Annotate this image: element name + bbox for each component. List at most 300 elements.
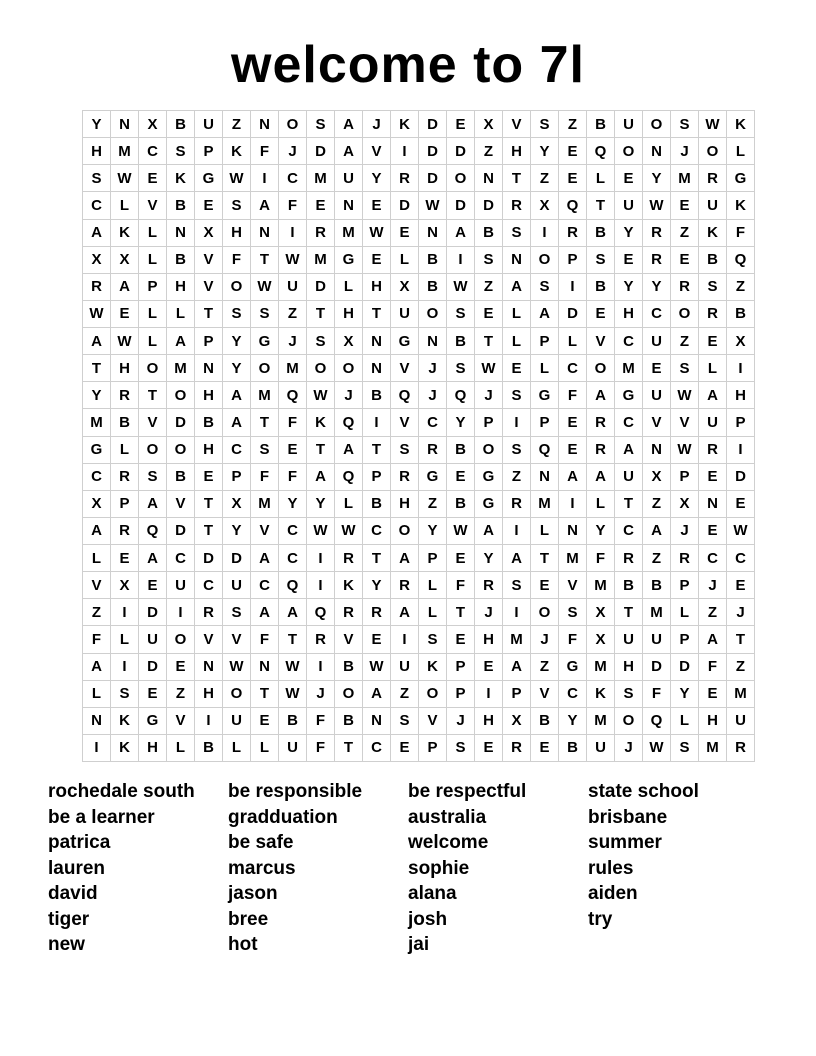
grid-cell: T bbox=[615, 490, 643, 517]
grid-cell: Q bbox=[587, 138, 615, 165]
grid-cell: E bbox=[139, 572, 167, 599]
grid-cell: I bbox=[83, 734, 111, 761]
grid-cell: R bbox=[503, 734, 531, 761]
grid-cell: V bbox=[139, 409, 167, 436]
grid-cell: O bbox=[475, 436, 503, 463]
grid-cell: N bbox=[503, 246, 531, 273]
grid-cell: O bbox=[615, 138, 643, 165]
grid-cell: W bbox=[279, 653, 307, 680]
grid-cell: Z bbox=[643, 545, 671, 572]
grid-cell: W bbox=[363, 653, 391, 680]
grid-cell: F bbox=[251, 626, 279, 653]
grid-cell: M bbox=[111, 138, 139, 165]
grid-cell: P bbox=[503, 680, 531, 707]
grid-cell: M bbox=[279, 355, 307, 382]
grid-row bbox=[83, 707, 755, 734]
grid-cell: F bbox=[251, 138, 279, 165]
grid-cell: L bbox=[531, 517, 559, 544]
grid-cell: B bbox=[167, 111, 195, 138]
grid-cell: U bbox=[195, 111, 223, 138]
word-list-column bbox=[228, 779, 408, 958]
grid-row bbox=[83, 680, 755, 707]
grid-cell: T bbox=[251, 409, 279, 436]
grid-cell: C bbox=[363, 734, 391, 761]
grid-cell: H bbox=[391, 490, 419, 517]
grid-cell: I bbox=[111, 653, 139, 680]
grid-cell: W bbox=[643, 192, 671, 219]
grid-cell: S bbox=[139, 463, 167, 490]
grid-cell: V bbox=[223, 626, 251, 653]
grid-cell: W bbox=[223, 165, 251, 192]
grid-cell: Y bbox=[615, 273, 643, 300]
grid-cell: D bbox=[307, 273, 335, 300]
grid-cell: A bbox=[335, 138, 363, 165]
grid-cell: E bbox=[699, 328, 727, 355]
grid-cell: B bbox=[167, 463, 195, 490]
grid-cell: I bbox=[503, 599, 531, 626]
grid-cell: R bbox=[391, 463, 419, 490]
grid-cell: A bbox=[251, 599, 279, 626]
grid-cell: N bbox=[699, 490, 727, 517]
grid-cell: F bbox=[83, 626, 111, 653]
grid-cell: C bbox=[699, 545, 727, 572]
grid-cell: N bbox=[363, 707, 391, 734]
grid-cell: T bbox=[307, 300, 335, 327]
grid-cell: Z bbox=[671, 328, 699, 355]
grid-cell: O bbox=[419, 680, 447, 707]
grid-cell: R bbox=[587, 436, 615, 463]
grid-cell: C bbox=[363, 517, 391, 544]
grid-cell: A bbox=[139, 490, 167, 517]
word-list-item: jai bbox=[408, 934, 430, 955]
grid-cell: P bbox=[671, 626, 699, 653]
grid-cell: A bbox=[503, 545, 531, 572]
grid-cell: W bbox=[111, 165, 139, 192]
grid-cell: W bbox=[307, 382, 335, 409]
grid-cell: S bbox=[531, 111, 559, 138]
grid-cell: A bbox=[167, 328, 195, 355]
grid-cell: B bbox=[195, 409, 223, 436]
grid-cell: M bbox=[503, 626, 531, 653]
grid-cell: O bbox=[643, 111, 671, 138]
grid-cell: E bbox=[475, 300, 503, 327]
word-list-item: gradduation bbox=[228, 806, 338, 828]
word-list-column bbox=[588, 779, 768, 958]
grid-cell: Z bbox=[727, 273, 755, 300]
grid-cell: H bbox=[363, 273, 391, 300]
grid-cell: Y bbox=[419, 517, 447, 544]
grid-row bbox=[83, 572, 755, 599]
grid-cell: S bbox=[223, 599, 251, 626]
grid-cell: J bbox=[279, 328, 307, 355]
grid-cell: S bbox=[391, 707, 419, 734]
grid-cell: E bbox=[643, 355, 671, 382]
grid-cell: Y bbox=[223, 328, 251, 355]
grid-cell: M bbox=[727, 680, 755, 707]
word-list-item: lauren bbox=[48, 857, 106, 879]
grid-cell: E bbox=[363, 192, 391, 219]
grid-cell: L bbox=[83, 545, 111, 572]
grid-cell: C bbox=[279, 165, 307, 192]
grid-cell: Z bbox=[83, 599, 111, 626]
word-list-item: alana bbox=[408, 883, 457, 904]
grid-cell: O bbox=[251, 355, 279, 382]
grid-cell: W bbox=[475, 355, 503, 382]
grid-cell: R bbox=[615, 545, 643, 572]
grid-cell: U bbox=[643, 382, 671, 409]
grid-cell: U bbox=[223, 707, 251, 734]
grid-cell: I bbox=[727, 436, 755, 463]
grid-cell: R bbox=[83, 273, 111, 300]
grid-cell: J bbox=[699, 572, 727, 599]
grid-cell: Z bbox=[475, 138, 503, 165]
grid-cell: D bbox=[727, 463, 755, 490]
grid-cell: V bbox=[251, 517, 279, 544]
grid-cell: U bbox=[335, 165, 363, 192]
grid-cell: D bbox=[447, 138, 475, 165]
grid-row bbox=[83, 517, 755, 544]
grid-cell: R bbox=[643, 246, 671, 273]
grid-row bbox=[83, 111, 755, 138]
grid-cell: N bbox=[335, 192, 363, 219]
grid-cell: S bbox=[587, 246, 615, 273]
grid-cell: Z bbox=[503, 463, 531, 490]
word-list bbox=[48, 779, 768, 958]
grid-cell: R bbox=[727, 734, 755, 761]
grid-cell: Z bbox=[223, 111, 251, 138]
grid-cell: K bbox=[111, 219, 139, 246]
grid-cell: B bbox=[475, 219, 503, 246]
grid-cell: A bbox=[83, 219, 111, 246]
grid-cell: M bbox=[587, 707, 615, 734]
grid-cell: T bbox=[335, 734, 363, 761]
grid-cell: Q bbox=[643, 707, 671, 734]
grid-cell: E bbox=[475, 734, 503, 761]
grid-cell: B bbox=[419, 246, 447, 273]
grid-cell: X bbox=[111, 246, 139, 273]
grid-cell: Q bbox=[335, 409, 363, 436]
grid-cell: E bbox=[475, 653, 503, 680]
grid-cell: T bbox=[307, 436, 335, 463]
grid-cell: Z bbox=[391, 680, 419, 707]
grid-cell: V bbox=[391, 355, 419, 382]
grid-cell: B bbox=[335, 707, 363, 734]
grid-cell: O bbox=[615, 707, 643, 734]
grid-cell: F bbox=[279, 463, 307, 490]
grid-cell: M bbox=[167, 355, 195, 382]
grid-cell: V bbox=[83, 572, 111, 599]
grid-cell: N bbox=[643, 138, 671, 165]
grid-cell: Z bbox=[279, 300, 307, 327]
grid-cell: F bbox=[223, 246, 251, 273]
grid-cell: S bbox=[307, 111, 335, 138]
grid-cell: M bbox=[559, 545, 587, 572]
grid-cell: S bbox=[83, 165, 111, 192]
grid-cell: U bbox=[699, 192, 727, 219]
grid-cell: H bbox=[727, 382, 755, 409]
grid-cell: Y bbox=[559, 707, 587, 734]
grid-cell: I bbox=[475, 680, 503, 707]
grid-row bbox=[83, 734, 755, 761]
grid-cell: S bbox=[671, 734, 699, 761]
grid-cell: F bbox=[643, 680, 671, 707]
grid-cell: V bbox=[363, 138, 391, 165]
grid-cell: U bbox=[615, 192, 643, 219]
grid-cell: L bbox=[419, 572, 447, 599]
grid-cell: H bbox=[167, 273, 195, 300]
grid-cell: L bbox=[111, 192, 139, 219]
grid-cell: A bbox=[279, 599, 307, 626]
grid-cell: R bbox=[111, 382, 139, 409]
grid-cell: S bbox=[475, 246, 503, 273]
grid-cell: Y bbox=[643, 273, 671, 300]
grid-cell: E bbox=[111, 300, 139, 327]
grid-cell: S bbox=[251, 300, 279, 327]
grid-row bbox=[83, 599, 755, 626]
grid-cell: B bbox=[335, 653, 363, 680]
grid-cell: F bbox=[559, 382, 587, 409]
grid-cell: Q bbox=[139, 517, 167, 544]
word-list-item: welcome bbox=[408, 832, 489, 853]
grid-cell: C bbox=[615, 517, 643, 544]
grid-cell: U bbox=[391, 653, 419, 680]
grid-cell: X bbox=[83, 246, 111, 273]
grid-cell: A bbox=[587, 463, 615, 490]
grid-cell: Y bbox=[671, 680, 699, 707]
word-list-item: rochedale south bbox=[48, 781, 195, 802]
grid-cell: U bbox=[699, 409, 727, 436]
grid-cell: J bbox=[615, 734, 643, 761]
grid-cell: O bbox=[671, 300, 699, 327]
grid-cell: V bbox=[167, 707, 195, 734]
grid-cell: E bbox=[615, 246, 643, 273]
grid-row bbox=[83, 463, 755, 490]
grid-cell: X bbox=[111, 572, 139, 599]
grid-cell: N bbox=[251, 219, 279, 246]
grid-cell: W bbox=[447, 517, 475, 544]
grid-cell: O bbox=[335, 680, 363, 707]
grid-cell: W bbox=[83, 300, 111, 327]
grid-cell: R bbox=[699, 165, 727, 192]
grid-cell: F bbox=[279, 409, 307, 436]
word-list-item: be safe bbox=[228, 832, 294, 853]
grid-cell: S bbox=[223, 300, 251, 327]
grid-cell: R bbox=[699, 436, 727, 463]
grid-cell: B bbox=[615, 572, 643, 599]
grid-cell: H bbox=[195, 680, 223, 707]
grid-cell: Y bbox=[223, 355, 251, 382]
grid-cell: M bbox=[251, 490, 279, 517]
grid-cell: I bbox=[447, 246, 475, 273]
grid-cell: J bbox=[279, 138, 307, 165]
grid-cell: X bbox=[587, 626, 615, 653]
grid-cell: A bbox=[391, 599, 419, 626]
grid-cell: T bbox=[251, 246, 279, 273]
grid-cell: E bbox=[307, 192, 335, 219]
grid-cell: E bbox=[279, 436, 307, 463]
grid-cell: H bbox=[615, 300, 643, 327]
grid-cell: D bbox=[307, 138, 335, 165]
grid-cell: L bbox=[699, 355, 727, 382]
grid-cell: J bbox=[419, 382, 447, 409]
grid-cell: H bbox=[615, 653, 643, 680]
grid-cell: G bbox=[475, 490, 503, 517]
grid-cell: M bbox=[643, 599, 671, 626]
grid-cell: W bbox=[671, 436, 699, 463]
grid-cell: Z bbox=[475, 273, 503, 300]
grid-cell: R bbox=[503, 192, 531, 219]
grid-cell: L bbox=[251, 734, 279, 761]
grid-cell: L bbox=[111, 626, 139, 653]
grid-cell: K bbox=[419, 653, 447, 680]
grid-cell: T bbox=[587, 192, 615, 219]
grid-cell: Q bbox=[391, 382, 419, 409]
grid-cell: A bbox=[699, 626, 727, 653]
grid-cell: L bbox=[587, 490, 615, 517]
grid-cell: D bbox=[419, 138, 447, 165]
grid-cell: C bbox=[279, 517, 307, 544]
grid-cell: E bbox=[167, 653, 195, 680]
grid-cell: X bbox=[671, 490, 699, 517]
grid-cell: M bbox=[615, 355, 643, 382]
grid-cell: L bbox=[223, 734, 251, 761]
grid-cell: A bbox=[363, 680, 391, 707]
grid-cell: H bbox=[111, 355, 139, 382]
grid-cell: P bbox=[531, 409, 559, 436]
grid-cell: R bbox=[391, 165, 419, 192]
grid-cell: F bbox=[307, 734, 335, 761]
grid-cell: N bbox=[363, 328, 391, 355]
grid-cell: N bbox=[419, 219, 447, 246]
grid-cell: P bbox=[559, 246, 587, 273]
grid-cell: Q bbox=[307, 599, 335, 626]
grid-cell: L bbox=[335, 273, 363, 300]
grid-cell: Q bbox=[279, 572, 307, 599]
grid-cell: Q bbox=[559, 192, 587, 219]
grid-cell: U bbox=[279, 273, 307, 300]
grid-cell: S bbox=[391, 436, 419, 463]
grid-cell: T bbox=[251, 680, 279, 707]
grid-cell: L bbox=[139, 246, 167, 273]
grid-cell: W bbox=[111, 328, 139, 355]
grid-cell: A bbox=[587, 382, 615, 409]
grid-cell: S bbox=[671, 355, 699, 382]
grid-cell: O bbox=[223, 680, 251, 707]
grid-cell: A bbox=[307, 463, 335, 490]
grid-cell: X bbox=[503, 707, 531, 734]
grid-cell: T bbox=[447, 599, 475, 626]
grid-cell: I bbox=[531, 219, 559, 246]
grid-cell: D bbox=[419, 111, 447, 138]
grid-cell: S bbox=[111, 680, 139, 707]
grid-cell: R bbox=[587, 409, 615, 436]
grid-cell: E bbox=[447, 463, 475, 490]
grid-cell: S bbox=[167, 138, 195, 165]
grid-cell: Y bbox=[307, 490, 335, 517]
grid-cell: A bbox=[503, 653, 531, 680]
grid-cell: N bbox=[419, 328, 447, 355]
grid-cell: G bbox=[195, 165, 223, 192]
grid-cell: I bbox=[167, 599, 195, 626]
grid-cell: Y bbox=[279, 490, 307, 517]
grid-row bbox=[83, 409, 755, 436]
grid-cell: O bbox=[139, 355, 167, 382]
grid-cell: C bbox=[559, 680, 587, 707]
grid-cell: D bbox=[475, 192, 503, 219]
grid-cell: Y bbox=[223, 517, 251, 544]
grid-cell: B bbox=[559, 734, 587, 761]
grid-cell: L bbox=[139, 328, 167, 355]
word-list-item: marcus bbox=[228, 857, 296, 879]
grid-cell: R bbox=[195, 599, 223, 626]
grid-cell: M bbox=[307, 246, 335, 273]
word-list-item: josh bbox=[408, 908, 448, 930]
grid-cell: B bbox=[643, 572, 671, 599]
grid-cell: E bbox=[559, 436, 587, 463]
grid-cell: E bbox=[559, 409, 587, 436]
grid-cell: T bbox=[279, 626, 307, 653]
grid-cell: Y bbox=[643, 165, 671, 192]
grid-cell: L bbox=[419, 599, 447, 626]
grid-cell: B bbox=[419, 273, 447, 300]
grid-cell: P bbox=[195, 328, 223, 355]
grid-cell: W bbox=[363, 219, 391, 246]
grid-cell: W bbox=[671, 382, 699, 409]
grid-cell: K bbox=[307, 409, 335, 436]
grid-cell: E bbox=[447, 545, 475, 572]
grid-cell: R bbox=[335, 545, 363, 572]
word-search-grid bbox=[82, 110, 755, 762]
grid-cell: V bbox=[195, 626, 223, 653]
grid-cell: R bbox=[335, 599, 363, 626]
grid-cell: E bbox=[139, 680, 167, 707]
grid-cell: W bbox=[643, 734, 671, 761]
word-list-item: hot bbox=[228, 934, 258, 955]
grid-row bbox=[83, 192, 755, 219]
grid-cell: V bbox=[139, 192, 167, 219]
grid-cell: I bbox=[111, 599, 139, 626]
grid-cell: P bbox=[419, 545, 447, 572]
grid-cell: T bbox=[531, 545, 559, 572]
grid-cell: C bbox=[559, 355, 587, 382]
grid-cell: Q bbox=[447, 382, 475, 409]
grid-cell: I bbox=[307, 653, 335, 680]
grid-cell: G bbox=[83, 436, 111, 463]
grid-cell: P bbox=[223, 463, 251, 490]
grid-cell: Z bbox=[643, 490, 671, 517]
grid-cell: Q bbox=[335, 463, 363, 490]
grid-cell: K bbox=[587, 680, 615, 707]
grid-cell: J bbox=[363, 111, 391, 138]
grid-cell: P bbox=[671, 463, 699, 490]
grid-cell: B bbox=[587, 111, 615, 138]
grid-cell: V bbox=[587, 328, 615, 355]
grid-cell: U bbox=[615, 626, 643, 653]
grid-cell: S bbox=[559, 599, 587, 626]
grid-cell: U bbox=[139, 626, 167, 653]
grid-cell: T bbox=[139, 382, 167, 409]
grid-cell: C bbox=[419, 409, 447, 436]
grid-cell: O bbox=[587, 355, 615, 382]
grid-cell: E bbox=[587, 300, 615, 327]
grid-cell: A bbox=[475, 517, 503, 544]
grid-cell: K bbox=[223, 138, 251, 165]
grid-cell: A bbox=[83, 328, 111, 355]
grid-cell: D bbox=[559, 300, 587, 327]
grid-cell: A bbox=[83, 517, 111, 544]
grid-cell: Y bbox=[587, 517, 615, 544]
grid-cell: B bbox=[363, 490, 391, 517]
